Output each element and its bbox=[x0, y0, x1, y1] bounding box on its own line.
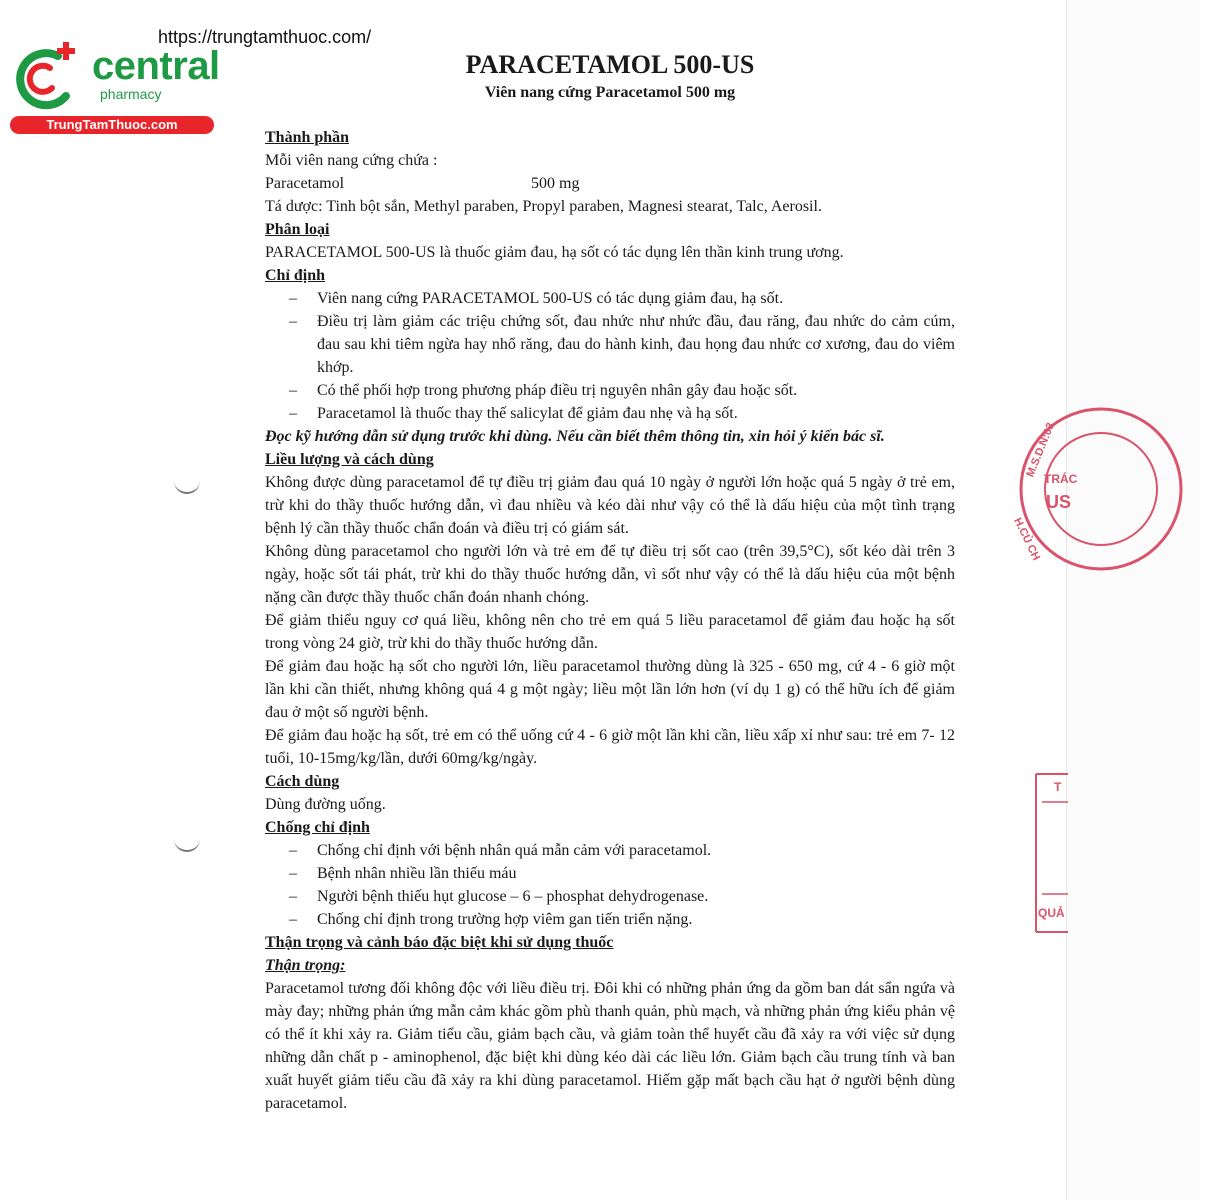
section-subheading: Thận trọng: bbox=[265, 957, 346, 974]
dosage-paragraph: Để giảm thiểu nguy cơ quá liều, không nên cho trẻ em quá 5 liều paracetamol để giảm đau hoặc hạ sốt trong vòng 24 giờ, trừ khi do thầy thuốc hướng dẫn. bbox=[265, 612, 955, 652]
list-item: – Người bệnh thiếu hụt glucose – 6 – phosphat dehydrogenase. bbox=[265, 885, 955, 908]
indications-list bbox=[265, 287, 955, 425]
punch-hole-mark bbox=[174, 836, 200, 852]
section-heading: Thận trọng và cảnh báo đặc biệt khi sử dụng thuốc bbox=[265, 934, 614, 951]
stamp-text: QUẢ bbox=[1038, 906, 1065, 920]
usage-note: Đọc kỹ hướng dẫn sử dụng trước khi dùng. Nếu cần biết thêm thông tin, xin hỏi ý kiến bác sĩ. bbox=[265, 428, 885, 445]
stamp-text: T bbox=[1054, 780, 1062, 794]
section-heading: Phân loại bbox=[265, 221, 330, 238]
list-item: – Bệnh nhân nhiều lần thiếu máu bbox=[265, 862, 955, 885]
section-heading: Cách dùng bbox=[265, 773, 340, 790]
administration-text: Dùng đường uống. bbox=[265, 796, 386, 813]
list-item: – Paracetamol là thuốc thay thế salicylat để giảm đau nhẹ và hạ sốt. bbox=[265, 402, 955, 425]
punch-hole-mark bbox=[174, 478, 200, 494]
list-item: – Điều trị làm giảm các triệu chứng sốt, đau nhức như nhức đầu, đau răng, đau nhức do cảm cúm, đau sau khi tiêm ngừa hay nhổ răng, đau do hành kinh, đau họng đau nhức cơ xương, đau do viêm khớp. bbox=[265, 310, 955, 379]
dosage-paragraph: Không dùng paracetamol cho người lớn và trẻ em để tự điều trị sốt cao (trên 39,5°C), sốt kéo dài trên 3 ngày, hoặc sốt tái phát, trừ khi do thầy thuốc hướng dẫn, vì sốt như vậy có thể là dấu hiệu của một bệnh nặng cần được thầy thuốc chẩn đoán nhanh chóng. bbox=[265, 543, 955, 606]
list-item: – Chống chỉ định trong trường hợp viêm gan tiến triển nặng. bbox=[265, 908, 955, 931]
excipients-text: Tá dược: Tinh bột sắn, Methyl paraben, Propyl paraben, Magnesi stearat, Talc, Aerosil. bbox=[265, 198, 822, 215]
section-heading: Chỉ định bbox=[265, 267, 326, 284]
page-edge bbox=[1066, 0, 1067, 1200]
section-heading: Thành phần bbox=[265, 129, 350, 146]
list-item: – Chống chỉ định với bệnh nhân quá mẫn cảm với paracetamol. bbox=[265, 839, 955, 862]
ingredient-name: Paracetamol bbox=[265, 175, 345, 192]
section-heading: Liều lượng và cách dùng bbox=[265, 451, 434, 468]
document-subtitle: Viên nang cứng Paracetamol 500 mg bbox=[484, 84, 736, 101]
dosage-paragraph: Để giảm đau hoặc hạ sốt cho người lớn, liều paracetamol thường dùng là 325 - 650 mg, cứ 4 - 6 giờ một lần khi cần thiết, nhưng không quá 4 g một ngày; liều một lần lớn hơn (ví dụ 1 g) có thể hữu ích để giảm đau ở một số người bệnh. bbox=[265, 658, 955, 721]
ingredient-row bbox=[265, 172, 955, 195]
stamp-text: TRÁC bbox=[1044, 472, 1078, 486]
list-item: – Có thể phối hợp trong phương pháp điều trị nguyên nhân gây đau hoặc sốt. bbox=[265, 379, 955, 402]
logo-word: central bbox=[92, 44, 220, 88]
stamp-text: H.CỦ CH bbox=[1011, 516, 1043, 563]
document-title: PARACETAMOL 500-US bbox=[465, 50, 755, 79]
ingredient-amount: 500 mg bbox=[531, 175, 580, 192]
list-item: – Viên nang cứng PARACETAMOL 500-US có tác dụng giảm đau, hạ sốt. bbox=[265, 287, 955, 310]
warnings-text: Paracetamol tương đối không độc với liều điều trị. Đôi khi có những phản ứng da gồm ban dát sẩn ngứa và mày đay; những phản ứng mẫn cảm khác gồm phù thanh quản, phù mạch, và những phản ứng kiểu phản vệ có thể ít khi xảy ra. Giảm tiểu cầu, giảm bạch cầu, và giảm toàn thể huyết cầu đã xảy ra với việc sử dụng những dẫn chất p - aminophenol, đặc biệt khi dùng kéo dài các liều lớn. Giảm bạch cầu trung tính và ban xuất huyết giảm tiểu cầu đã xảy ra khi dùng paracetamol. Hiếm gặp mất bạch cầu hạt ở người bệnh dùng paracetamol. bbox=[265, 980, 955, 1112]
page-margin-shade bbox=[1066, 0, 1200, 1200]
stamp-text: US bbox=[1046, 492, 1072, 512]
company-stamp bbox=[1011, 404, 1078, 574]
stamp-text: M.S.D.N:03 bbox=[1024, 421, 1058, 479]
logo-banner: TrungTamThuoc.com bbox=[10, 116, 214, 134]
classification-text: PARACETAMOL 500-US là thuốc giảm đau, hạ sốt có tác dụng lên thần kinh trung ương. bbox=[265, 244, 844, 261]
section-heading: Chống chỉ định bbox=[265, 819, 370, 836]
document-body bbox=[265, 126, 955, 1115]
logo-sub: pharmacy bbox=[100, 86, 162, 102]
dosage-paragraph: Để giảm đau hoặc hạ sốt, trẻ em có thể uống cứ 4 - 6 giờ một lần khi cần, liều xấp xỉ như sau: trẻ em 7- 12 tuổi, 10-15mg/kg/lần, dưới 60mg/kg/ngày. bbox=[265, 727, 955, 767]
contraindications-list bbox=[265, 839, 955, 931]
source-url-link[interactable]: https://trungtamthuoc.com/ bbox=[158, 27, 372, 47]
partial-stamp bbox=[1030, 768, 1068, 938]
composition-intro: Mỗi viên nang cứng chứa : bbox=[265, 152, 438, 169]
dosage-paragraph: Không được dùng paracetamol để tự điều trị giảm đau quá 10 ngày ở người lớn hoặc quá 5 ngày ở trẻ em, trừ khi do thầy thuốc hướng dẫn, vì đau nhiều và kéo dài như vậy có thể là dấu hiệu của một tình trạng bệnh lý cần thầy thuốc chẩn đoán và điều trị có giám sát. bbox=[265, 474, 955, 537]
